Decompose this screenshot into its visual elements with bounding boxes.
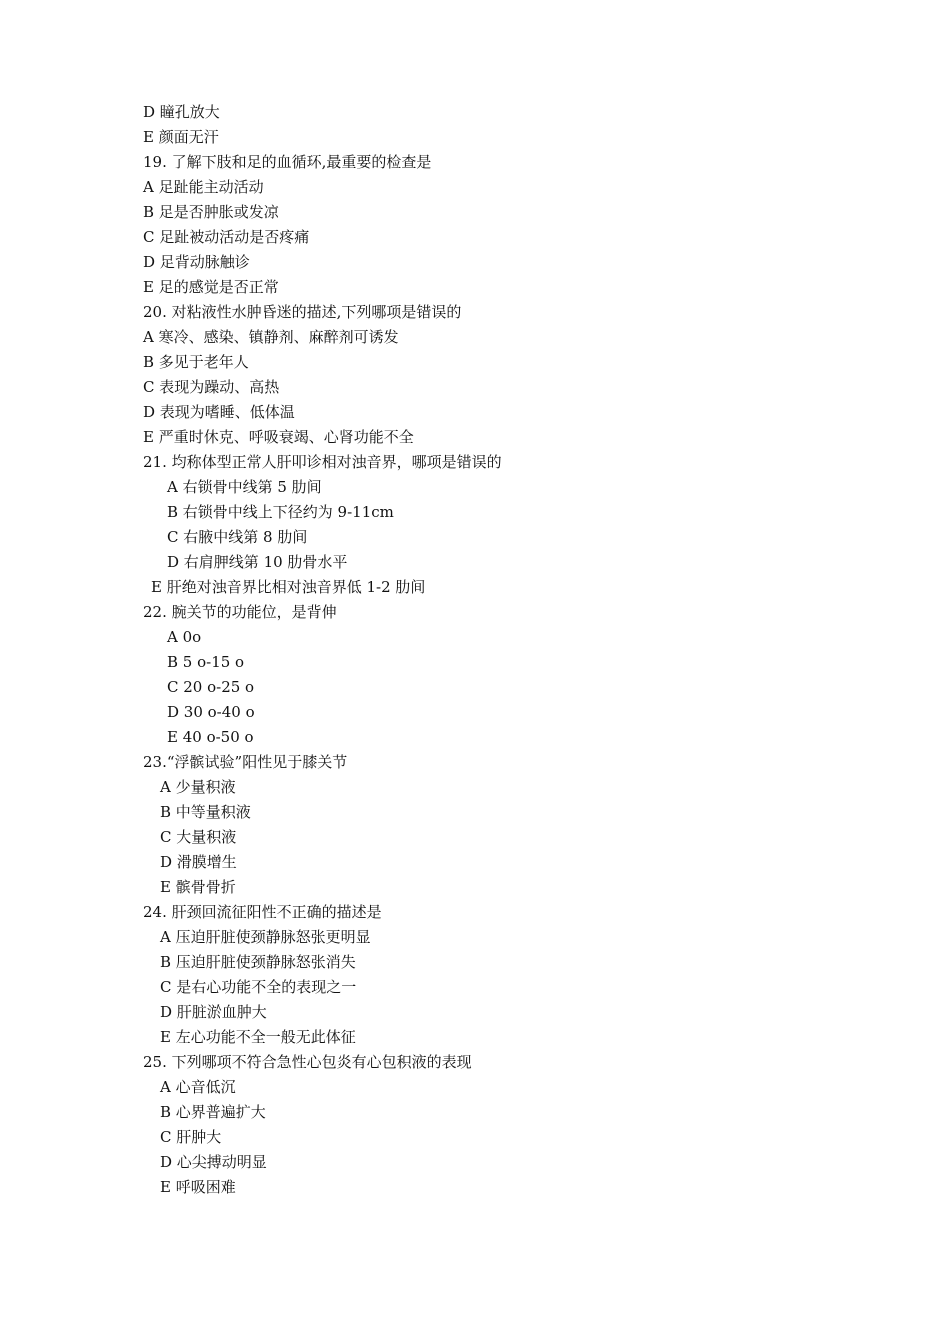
option-line: E 严重时休克、呼吸衰竭、心肾功能不全 — [143, 428, 414, 446]
option-line: B 多见于老年人 — [143, 353, 249, 371]
option-line: B 足是否肿胀或发凉 — [143, 203, 279, 221]
option-line: D 肝脏淤血肿大 — [160, 1003, 267, 1021]
question-line: 20. 对粘液性水肿昏迷的描述,下列哪项是错误的 — [143, 303, 462, 321]
question-line: 25. 下列哪项不符合急性心包炎有心包积液的表现 — [143, 1053, 472, 1071]
question-line: 24. 肝颈回流征阳性不正确的描述是 — [143, 903, 382, 921]
option-line: C 20 o-25 o — [167, 678, 255, 696]
option-line: B 右锁骨中线上下径约为 9-11cm — [167, 503, 394, 521]
question-line: 19. 了解下肢和足的血循环,最重要的检查是 — [143, 153, 432, 171]
option-line: B 心界普遍扩大 — [160, 1103, 266, 1121]
option-line: B 5 o-15 o — [167, 653, 245, 671]
option-line: D 心尖搏动明显 — [160, 1153, 267, 1171]
option-line: B 中等量积液 — [160, 803, 251, 821]
question-line: 23.“浮髌试验”阳性见于膝关节 — [143, 753, 348, 771]
option-line: A 0o — [167, 628, 202, 646]
option-line: C 右腋中线第 8 肋间 — [167, 528, 308, 546]
option-line: E 肝绝对浊音界比相对浊音界低 1-2 肋间 — [151, 578, 426, 596]
option-line: D 30 o-40 o — [167, 703, 255, 721]
option-line: B 压迫肝脏使颈静脉怒张消失 — [160, 953, 356, 971]
option-line: A 足趾能主动活动 — [143, 178, 264, 196]
option-line: C 足趾被动活动是否疼痛 — [143, 228, 310, 246]
option-line: A 右锁骨中线第 5 肋间 — [167, 478, 322, 496]
option-line: C 是右心功能不全的表现之一 — [160, 978, 357, 996]
option-line: C 表现为躁动、高热 — [143, 378, 280, 396]
option-line: E 40 o-50 o — [167, 728, 254, 746]
option-line: D 足背动脉触诊 — [143, 253, 250, 271]
option-line: E 足的感觉是否正常 — [143, 278, 279, 296]
option-line: A 心音低沉 — [160, 1078, 236, 1096]
option-line: E 呼吸困难 — [160, 1178, 236, 1196]
option-line: A 压迫肝脏使颈静脉怒张更明显 — [160, 928, 371, 946]
option-line: C 大量积液 — [160, 828, 237, 846]
option-line: C 肝肿大 — [160, 1128, 222, 1146]
question-line: 21. 均称体型正常人肝叩诊相对浊音界，哪项是错误的 — [143, 453, 502, 471]
option-line: E 左心功能不全一般无此体征 — [160, 1028, 356, 1046]
question-line: 22. 腕关节的功能位，是背伸 — [143, 603, 337, 621]
option-line: D 滑膜增生 — [160, 853, 237, 871]
option-line: E 髌骨骨折 — [160, 878, 236, 896]
option-line: A 少量积液 — [160, 778, 236, 796]
option-line: D 瞳孔放大 — [143, 103, 220, 121]
option-line: D 右肩胛线第 10 肋骨水平 — [167, 553, 348, 571]
option-line: A 寒冷、感染、镇静剂、麻醉剂可诱发 — [143, 328, 399, 346]
option-line: D 表现为嗜睡、低体温 — [143, 403, 295, 421]
option-line: E 颜面无汗 — [143, 128, 219, 146]
